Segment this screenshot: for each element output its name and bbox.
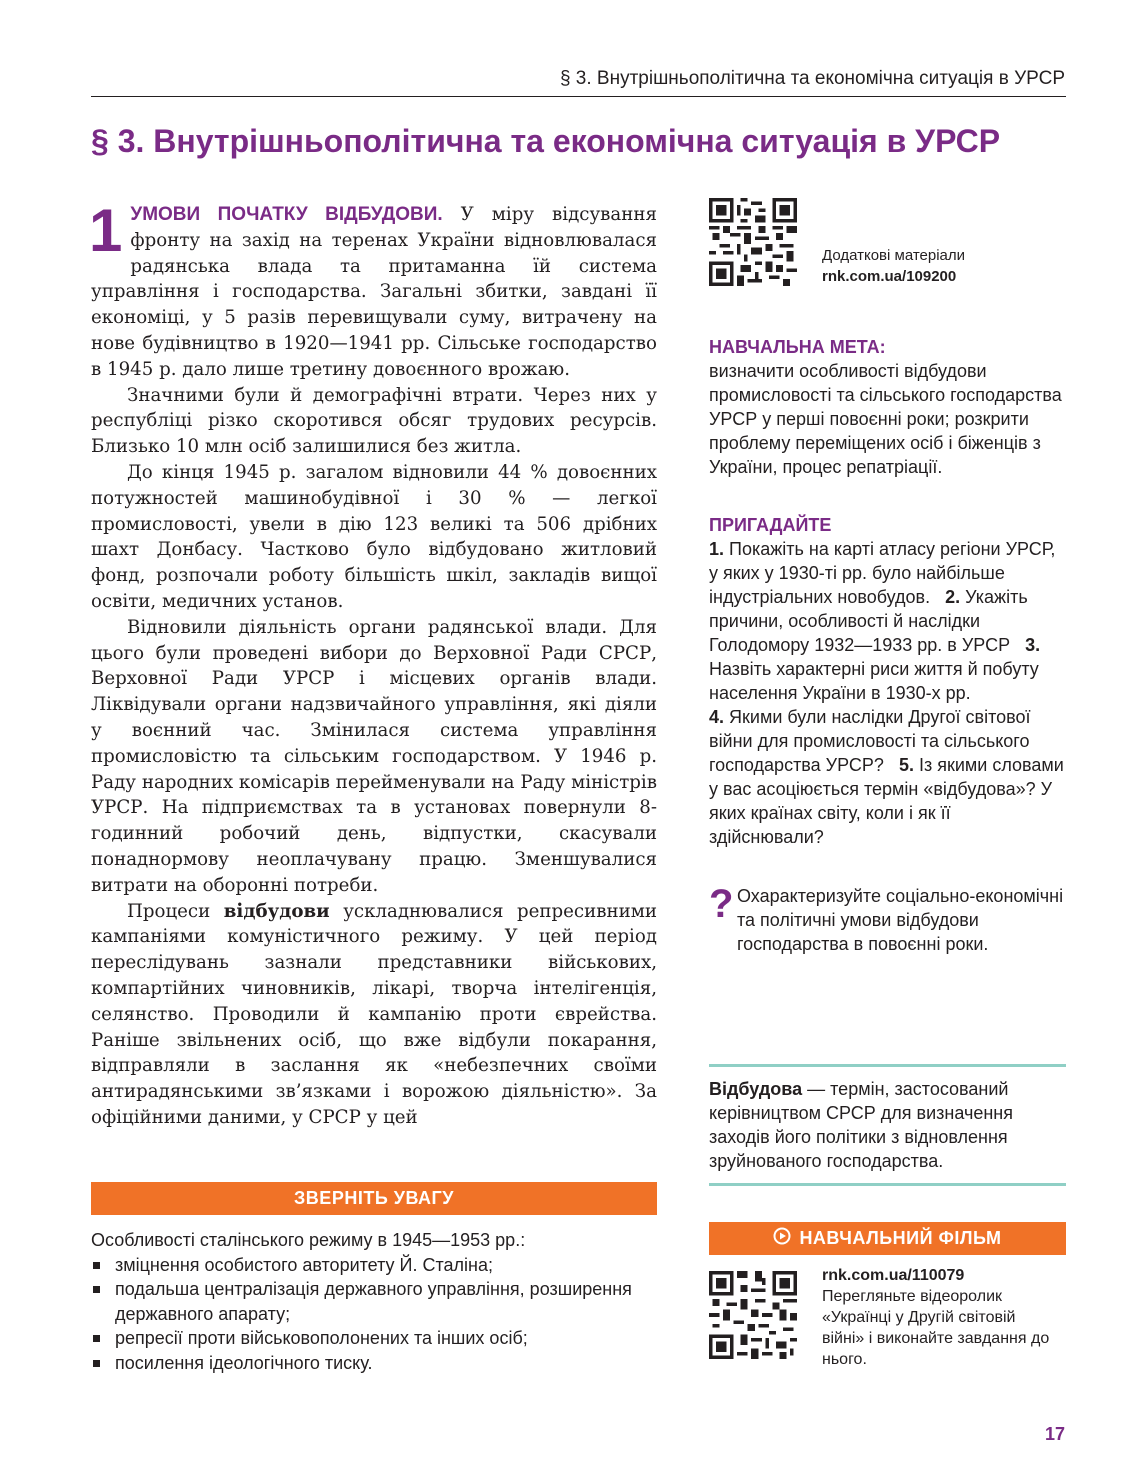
play-icon — [773, 1227, 791, 1250]
question-text: Покажіть на карті атласу регіони УРСР, у яких у 1930-ті рр. було найбільше індустріальних новобудов. — [709, 539, 1056, 607]
term-definition-text: — термін, застосований керівництвом СРСР для визначення заходів його політики з відновлення зруйнованого господарства. — [709, 1079, 1013, 1171]
question-number: 4. — [709, 707, 725, 727]
qr-code-extra-icon[interactable] — [709, 198, 797, 286]
paragraph-5 — [91, 899, 657, 1131]
learning-goal-text: визначити особливості відбудови промисловості та сільського господарства УРСР у перші повоєнні роки; розкрити проблему переміщених осіб і біженців з України, процес репатріації. — [709, 361, 1062, 477]
main-text-column — [89, 197, 657, 1131]
page-title: § 3. Внутрішньополітична та економічна ситуація в УРСР — [91, 123, 1001, 159]
attention-box — [91, 1228, 671, 1375]
paragraph-3: До кінця 1945 р. загалом відновили 44 % довоєнних потужностей машинобудівної і 30 % — легкої промисловості, увели в дію 123 великі та 506 дрібних шахт Донбасу. Частково було відбудовано житловий фонд, розпочали роботу більшість шкіл, закладів вищої освіти, медичних установ. — [91, 461, 657, 612]
film-info — [822, 1265, 1062, 1370]
section-heading: УМОВИ ПОЧАТКУ ВІДБУДОВИ. — [130, 204, 443, 225]
paragraph-5-start: Процеси — [127, 900, 224, 922]
list-item: репресії проти військовополонених та інших осіб; — [91, 1326, 671, 1351]
attention-list — [91, 1253, 671, 1376]
paragraph-1-text: У міру відсування фронту на захід на теренах України відновлювалася радянська влада та притаманна їй система управління і господарства. Загальні збитки, завдані її економіці, у 5 разів перевищували суму, витрачену на нове будівництво в 1920—1941 рр. Сільське господарство в 1945 р. дало лише третину довоєнного врожаю. — [91, 204, 657, 380]
question-text: Укажіть причини, особливості й наслідки Голодомору 1932—1933 рр. в УРСР — [709, 587, 1028, 655]
recall-questions — [709, 537, 1066, 849]
question-mark-icon: ? — [709, 882, 734, 926]
term-bold: відбудови — [223, 900, 330, 922]
page-number: 17 — [1044, 1424, 1065, 1444]
extra-materials-label: Додаткові матеріали — [822, 247, 966, 264]
term-definition — [709, 1077, 1066, 1173]
question-text: Якими були наслідки Другої світової війни для промисловості та сільського господарства УРСР? — [709, 707, 1031, 775]
film-banner — [709, 1222, 1066, 1255]
paragraph-2: Значними були й демографічні втрати. Через них у республіці різко скоротився обсяг трудових ресурсів. Близько 10 млн осіб залишилися без житла. — [91, 384, 657, 458]
list-item: подальша централізація державного управління, розширення державного апарату; — [91, 1277, 671, 1326]
extra-materials-link[interactable]: rnk.com.ua/109200 — [822, 268, 957, 285]
question-block — [709, 884, 1066, 956]
question-text: Із якими словами у вас асоціюється термін «відбудова»? У яких країнах світу, коли і як її здійснювали? — [709, 755, 1064, 847]
qr-code-film-icon[interactable] — [709, 1271, 797, 1359]
film-title: НАВЧАЛЬНИЙ ФІЛЬМ — [799, 1228, 1002, 1248]
running-head: § 3. Внутрішньополітична та економічна ситуація в УРСР — [559, 68, 1065, 89]
term-word: Відбудова — [709, 1079, 803, 1099]
extra-materials — [822, 245, 965, 287]
recall-heading: ПРИГАДАЙТЕ — [709, 515, 832, 535]
header-rule — [91, 96, 1066, 97]
question-number: 1. — [709, 539, 725, 559]
film-description: Перегляньте відеоролик «Українці у Другій світовій війні» і виконайте завдання до нього. — [822, 1288, 1050, 1368]
recall-box — [709, 513, 1066, 849]
question-text: Охарактеризуйте соціально-економічні та політичні умови відбудови господарства в повоєнні роки. — [737, 886, 1064, 954]
attention-intro: Особливості сталінського режиму в 1945—1953 рр.: — [91, 1230, 526, 1250]
question-number: 2. — [945, 587, 961, 607]
question-number: 3. — [1025, 635, 1041, 655]
learning-goal — [709, 335, 1066, 479]
paragraph-4: Відновили діяльність органи радянської влади. Для цього були проведені вибори до Верховної Ради СРСР, Верховної Ради УРСР і місцевих органів влади. Ліквідували органи надзвичайного управління, які діяли у воєнний час. Змінилася система управління промисловістю та сільським господарством. У 1946 р. Раду народних комісарів перейменували на Раду міністрів УРСР. На підприємствах та в установах повернули 8-годинний робочий день, відпустки, скасували понаднормову неоплачувану працю. Зменшувалися витрати на оборонні потреби. — [91, 616, 657, 896]
section-number: 1 — [89, 197, 123, 264]
term-rule-top — [709, 1064, 1066, 1067]
list-item: посилення ідеологічного тиску. — [91, 1351, 671, 1376]
paragraph-5-text: ускладнювалися репресивними кампаніями комуністичного режиму. У цей період переслідувань зазнали представники військових, компартійних чиновників, лікарі, творча інтелігенція, селянство. Проводили й кампанію проти єврейства. Раніше звільнених осіб, що вже відбули покарання, відправляли в заслання як «небезпечних своїми антирадянськими зв’язками і ворожою діяльністю». За офіційними даними, у СРСР у цей — [91, 900, 657, 1128]
question-number: 5. — [898, 755, 914, 775]
learning-goal-heading: НАВЧАЛЬНА МЕТА: — [709, 337, 886, 357]
paragraph-1 — [89, 197, 657, 383]
film-link[interactable]: rnk.com.ua/110079 — [822, 1267, 965, 1284]
question-text: Назвіть характерні риси життя й побуту населення України в 1930-х рр. — [709, 659, 1039, 703]
list-item: зміцнення особистого авторитету Й. Сталіна; — [91, 1253, 671, 1278]
term-rule-bottom — [709, 1183, 1066, 1186]
attention-banner: ЗВЕРНІТЬ УВАГУ — [91, 1182, 657, 1215]
